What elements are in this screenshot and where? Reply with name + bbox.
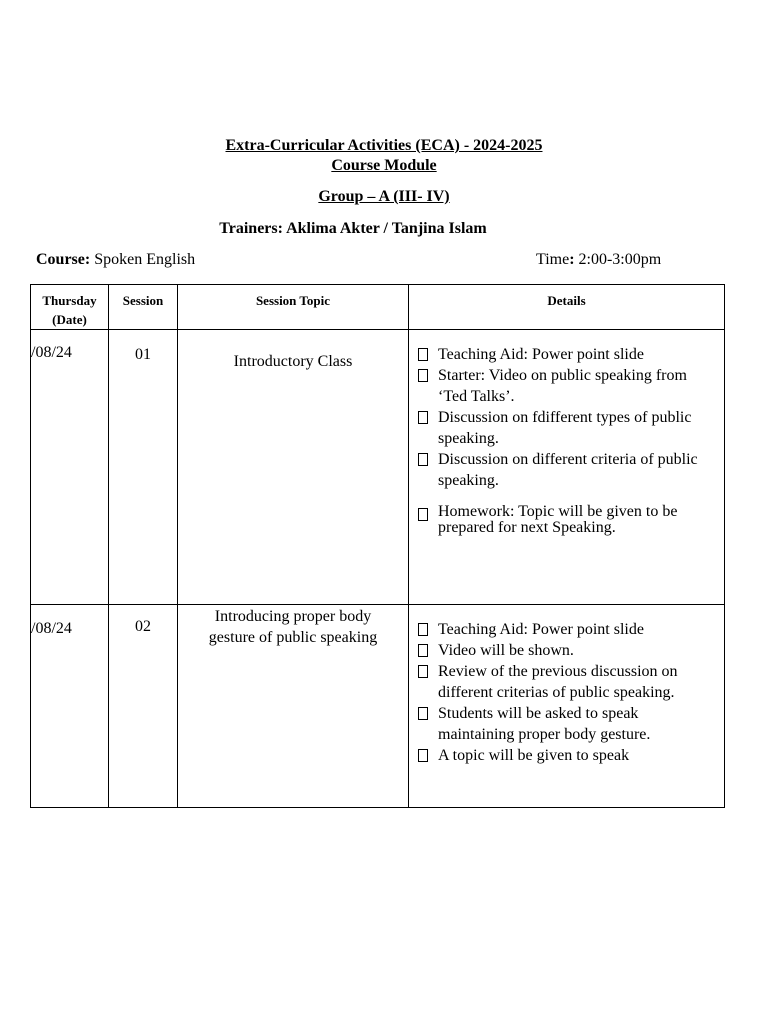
row-topic [178,330,409,605]
row-date [31,605,109,808]
course-label: Course: [36,251,91,268]
header-date-line2: (Date) [52,312,87,327]
list-item [409,640,724,661]
box-bullet-icon [418,665,428,678]
row-details [409,605,725,808]
list-item [409,449,724,491]
box-bullet-icon [418,644,428,657]
list-item [409,745,724,766]
details-list [409,605,724,766]
box-bullet-icon [418,508,428,521]
trainers-heading: Trainers: Aklima Akter / Tanjina Islam [219,220,487,237]
row-session-text: 02 [135,618,151,635]
details-list [409,330,724,536]
course-value: Spoken English [94,251,196,268]
list-item [409,619,724,640]
row-topic-text: Introducing proper body gesture of public speaking [208,608,378,646]
row-date [31,330,109,605]
list-item [409,365,724,407]
box-bullet-icon [418,453,428,466]
detail-text: Video will be shown. [438,642,574,659]
header-date-line1: Thursday [42,293,97,308]
list-item [409,407,724,449]
document-subtitle: Course Module [331,157,437,174]
table-row [31,605,725,808]
detail-text: Discussion on different criteria of public speaking. [438,451,698,489]
box-bullet-icon [418,707,428,720]
row-date-text: /08/24 [31,344,72,361]
detail-text: Students will be asked to speak maintaining proper body gesture. [438,705,651,743]
detail-text: Homework: Topic will be given to be prepared for next Speaking. [438,503,678,536]
header-details: Details [409,285,725,330]
detail-text: Teaching Aid: Power point slide [438,346,644,363]
header-session: Session [109,285,178,330]
row-topic [178,605,409,808]
row-session-text: 01 [135,346,151,363]
table-header-row [31,285,725,330]
box-bullet-icon [418,749,428,762]
time-line [536,250,661,270]
box-bullet-icon [418,411,428,424]
time-value: 2:00-3:00pm [578,251,662,268]
box-bullet-icon [418,623,428,636]
course-line [36,250,195,270]
row-date-text: /08/24 [31,620,72,637]
row-session [109,330,178,605]
header-topic: Session Topic [178,285,409,330]
row-topic-text: Introductory Class [233,353,353,370]
list-item [409,504,724,536]
row-session [109,605,178,808]
detail-text: Starter: Video on public speaking from ‘Ted Talks’. [438,367,687,405]
time-colon: : [569,251,575,268]
detail-text: A topic will be given to speak [438,747,630,764]
detail-text: Review of the previous discussion on different criterias of public speaking. [438,663,678,701]
module-table [30,284,725,808]
list-item [409,344,724,365]
list-item [409,703,724,745]
time-label-text: Time [536,251,570,268]
detail-text: Teaching Aid: Power point slide [438,621,644,638]
row-details [409,330,725,605]
document-title: Extra-Curricular Activities (ECA) - 2024-2025 [225,137,543,154]
box-bullet-icon [418,369,428,382]
group-heading: Group – A (III- IV) [318,188,450,205]
box-bullet-icon [418,348,428,361]
list-item [409,661,724,703]
header-date [31,285,109,330]
table-row [31,330,725,605]
detail-text: Discussion on fdifferent types of public speaking. [438,409,692,447]
